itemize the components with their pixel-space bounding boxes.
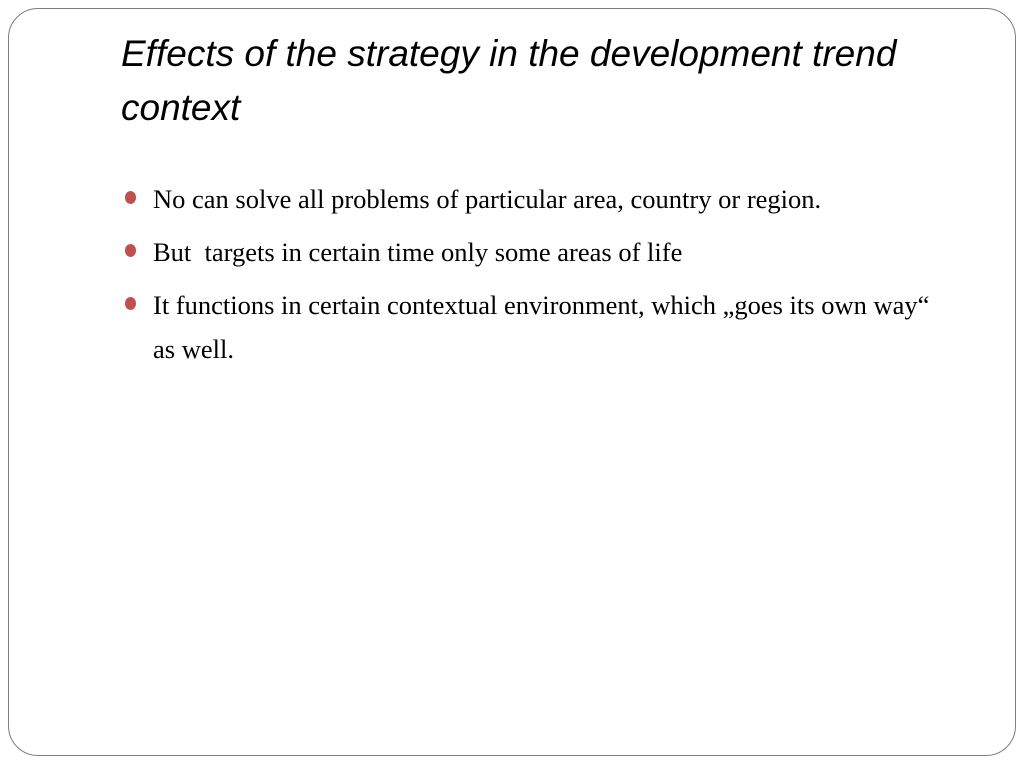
bullet-text: It functions in certain contextual environment, which „goes its own way“ as well. xyxy=(153,290,937,364)
bullet-dot-icon xyxy=(125,191,136,204)
bullet-item xyxy=(125,283,955,371)
slide-frame xyxy=(8,8,1016,756)
slide-title: Effects of the strategy in the development trend context xyxy=(121,33,897,128)
bullet-text: But targets in certain time only some areas of life xyxy=(153,237,683,267)
bullet-item xyxy=(125,230,955,274)
bullet-dot-icon xyxy=(125,297,136,310)
bullet-dot-icon xyxy=(125,244,136,257)
bullet-list xyxy=(125,177,955,380)
bullet-item xyxy=(125,177,955,221)
bullet-text: No can solve all problems of particular area, country or region. xyxy=(153,184,822,214)
